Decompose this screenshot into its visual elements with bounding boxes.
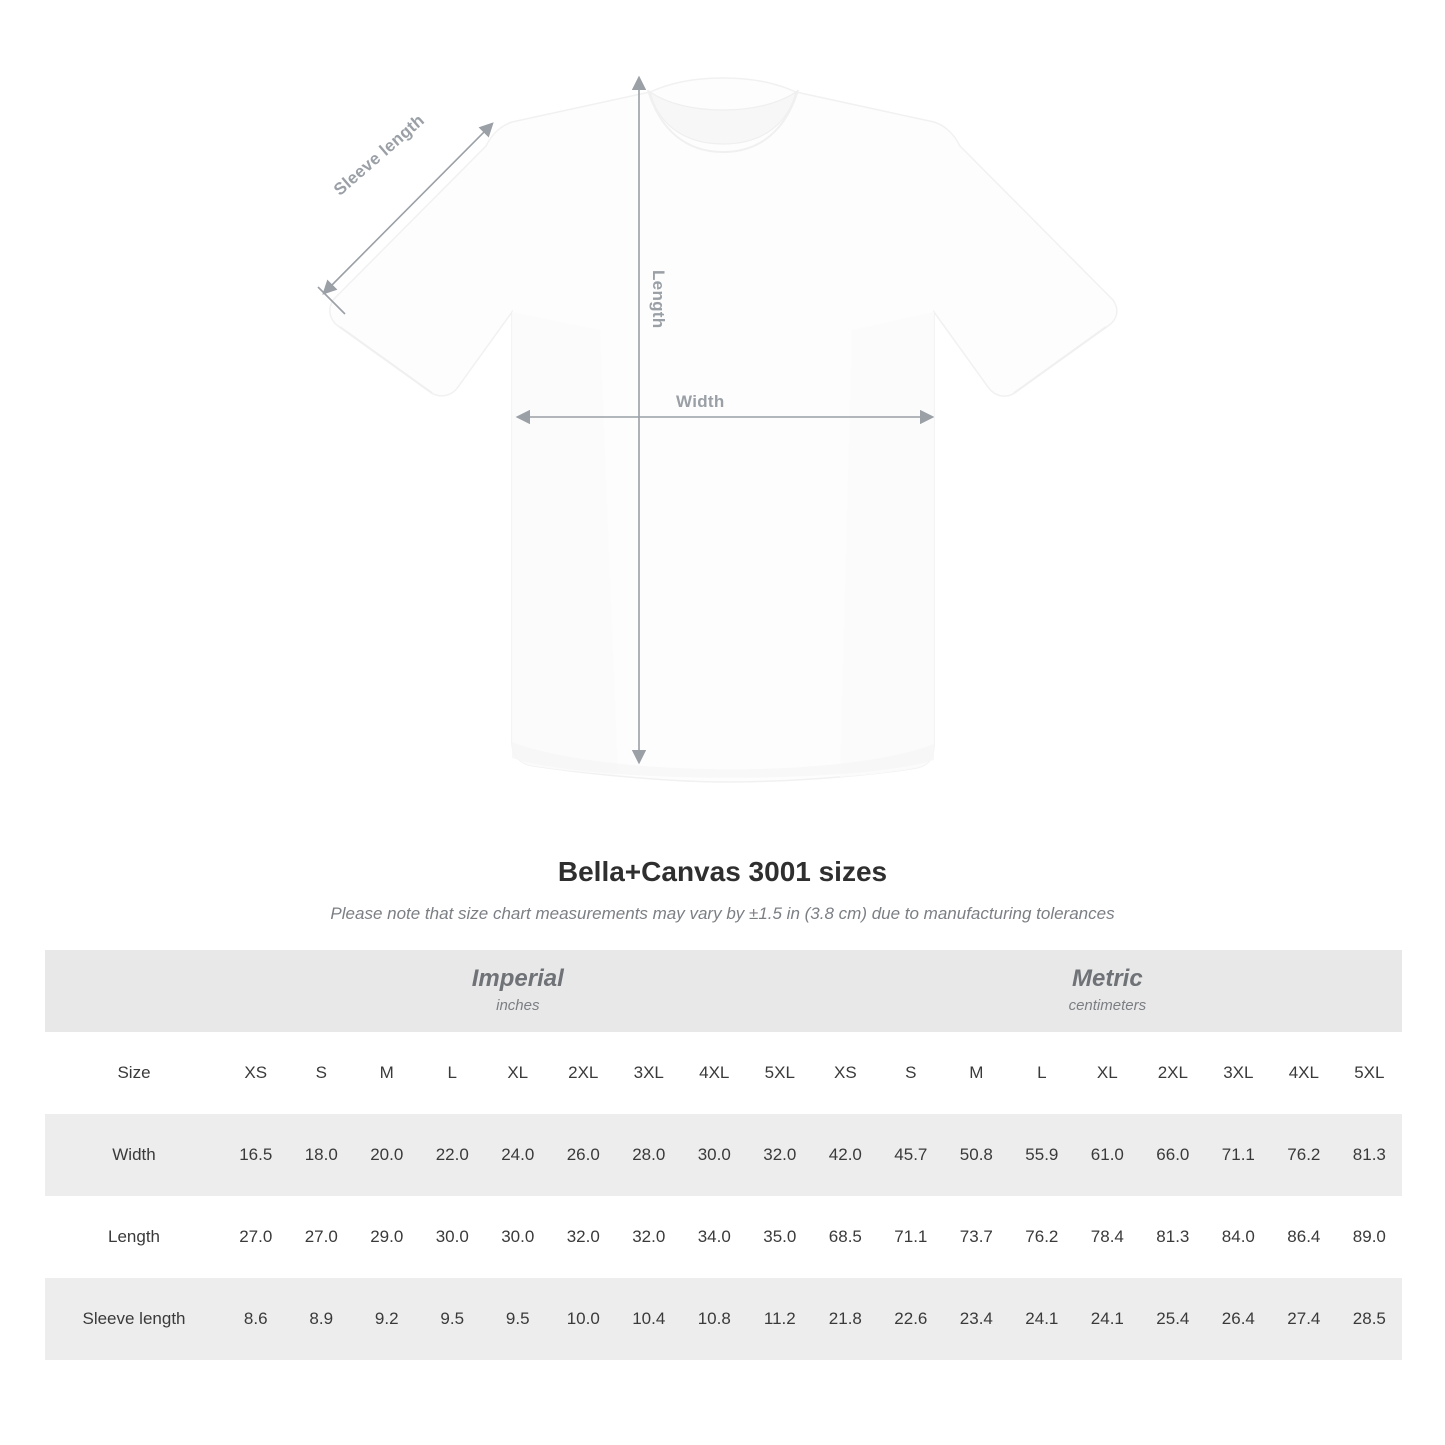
table-row <box>45 1114 1402 1196</box>
unit-group-header-row <box>45 950 1402 1032</box>
cell-length-imperial-5xl: 35.0 <box>747 1196 813 1278</box>
width-label: Width <box>676 392 725 411</box>
cell-length-imperial-s: 27.0 <box>289 1196 355 1278</box>
size-chart-table-wrapper <box>45 950 1400 1360</box>
metric-unit-header <box>813 950 1403 1032</box>
cell-width-metric-4xl: 76.2 <box>1271 1114 1337 1196</box>
cell-length-imperial-2xl: 32.0 <box>551 1196 617 1278</box>
size-header-cell: L <box>1009 1032 1075 1114</box>
cell-sleeve-imperial-xs: 8.6 <box>223 1278 289 1360</box>
cell-sleeve-metric-l: 24.1 <box>1009 1278 1075 1360</box>
size-header-cell: S <box>289 1032 355 1114</box>
row-label-sleeve-length: Sleeve length <box>45 1278 223 1360</box>
table-row <box>45 1196 1402 1278</box>
cell-width-imperial-5xl: 32.0 <box>747 1114 813 1196</box>
cell-sleeve-imperial-m: 9.2 <box>354 1278 420 1360</box>
cell-width-metric-2xl: 66.0 <box>1140 1114 1206 1196</box>
cell-sleeve-metric-xl: 24.1 <box>1075 1278 1141 1360</box>
cell-length-metric-4xl: 86.4 <box>1271 1196 1337 1278</box>
metric-title: Metric <box>1072 965 1143 992</box>
cell-width-imperial-s: 18.0 <box>289 1114 355 1196</box>
size-header-cell: 2XL <box>1140 1032 1206 1114</box>
cell-width-metric-xs: 42.0 <box>813 1114 879 1196</box>
cell-sleeve-metric-s: 22.6 <box>878 1278 944 1360</box>
cell-width-imperial-xl: 24.0 <box>485 1114 551 1196</box>
size-header-cell: 4XL <box>1271 1032 1337 1114</box>
cell-sleeve-metric-3xl: 26.4 <box>1206 1278 1272 1360</box>
cell-length-imperial-m: 29.0 <box>354 1196 420 1278</box>
cell-length-metric-2xl: 81.3 <box>1140 1196 1206 1278</box>
tolerance-note: Please note that size chart measurements may vary by ±1.5 in (3.8 cm) due to manufacturing tolerances <box>330 904 1115 923</box>
size-header-cell: 5XL <box>1337 1032 1403 1114</box>
cell-width-metric-s: 45.7 <box>878 1114 944 1196</box>
row-label-width: Width <box>45 1114 223 1196</box>
cell-length-metric-5xl: 89.0 <box>1337 1196 1403 1278</box>
cell-sleeve-imperial-4xl: 10.8 <box>682 1278 748 1360</box>
cell-length-metric-xl: 78.4 <box>1075 1196 1141 1278</box>
cell-sleeve-imperial-xl: 9.5 <box>485 1278 551 1360</box>
cell-width-imperial-l: 22.0 <box>420 1114 486 1196</box>
imperial-sub: inches <box>496 997 540 1014</box>
cell-width-metric-l: 55.9 <box>1009 1114 1075 1196</box>
cell-sleeve-imperial-s: 8.9 <box>289 1278 355 1360</box>
cell-width-imperial-2xl: 26.0 <box>551 1114 617 1196</box>
cell-sleeve-imperial-2xl: 10.0 <box>551 1278 617 1360</box>
size-header-cell: 2XL <box>551 1032 617 1114</box>
size-header-cell: XS <box>223 1032 289 1114</box>
imperial-title: Imperial <box>471 965 564 992</box>
size-header-cell: 3XL <box>1206 1032 1272 1114</box>
length-label: Length <box>649 270 668 329</box>
cell-sleeve-metric-m: 23.4 <box>944 1278 1010 1360</box>
size-header-cell: 4XL <box>682 1032 748 1114</box>
size-header-row <box>45 1032 1402 1114</box>
size-header-cell: XL <box>1075 1032 1141 1114</box>
cell-length-imperial-3xl: 32.0 <box>616 1196 682 1278</box>
cell-length-metric-3xl: 84.0 <box>1206 1196 1272 1278</box>
cell-length-metric-s: 71.1 <box>878 1196 944 1278</box>
cell-width-metric-5xl: 81.3 <box>1337 1114 1403 1196</box>
cell-sleeve-imperial-3xl: 10.4 <box>616 1278 682 1360</box>
cell-sleeve-metric-xs: 21.8 <box>813 1278 879 1360</box>
cell-sleeve-metric-4xl: 27.4 <box>1271 1278 1337 1360</box>
cell-width-metric-3xl: 71.1 <box>1206 1114 1272 1196</box>
size-header-cell: M <box>944 1032 1010 1114</box>
size-header-cell: 3XL <box>616 1032 682 1114</box>
size-header-cell: M <box>354 1032 420 1114</box>
imperial-unit-header <box>223 950 813 1032</box>
sleeve-length-label: Sleeve length <box>330 110 429 200</box>
cell-width-metric-m: 50.8 <box>944 1114 1010 1196</box>
cell-length-metric-l: 76.2 <box>1009 1196 1075 1278</box>
cell-length-imperial-l: 30.0 <box>420 1196 486 1278</box>
cell-length-metric-xs: 68.5 <box>813 1196 879 1278</box>
table-row <box>45 1278 1402 1360</box>
cell-length-metric-m: 73.7 <box>944 1196 1010 1278</box>
size-header-cell: XS <box>813 1032 879 1114</box>
cell-length-imperial-xs: 27.0 <box>223 1196 289 1278</box>
size-header-cell: XL <box>485 1032 551 1114</box>
cell-width-imperial-m: 20.0 <box>354 1114 420 1196</box>
tshirt-shape <box>330 78 1117 782</box>
size-header-cell: S <box>878 1032 944 1114</box>
cell-width-metric-xl: 61.0 <box>1075 1114 1141 1196</box>
cell-sleeve-metric-2xl: 25.4 <box>1140 1278 1206 1360</box>
cell-length-imperial-4xl: 34.0 <box>682 1196 748 1278</box>
metric-sub: centimeters <box>1068 997 1147 1014</box>
cell-width-imperial-3xl: 28.0 <box>616 1114 682 1196</box>
cell-sleeve-imperial-l: 9.5 <box>420 1278 486 1360</box>
cell-sleeve-metric-5xl: 28.5 <box>1337 1278 1403 1360</box>
cell-width-imperial-4xl: 30.0 <box>682 1114 748 1196</box>
size-header-cell: L <box>420 1032 486 1114</box>
size-chart-table <box>45 950 1402 1360</box>
cell-width-imperial-xs: 16.5 <box>223 1114 289 1196</box>
cell-length-imperial-xl: 30.0 <box>485 1196 551 1278</box>
page-title: Bella+Canvas 3001 sizes <box>557 856 888 887</box>
cell-sleeve-imperial-5xl: 11.2 <box>747 1278 813 1360</box>
unit-header-blank <box>45 950 223 1032</box>
size-header-cell: 5XL <box>747 1032 813 1114</box>
row-label-length: Length <box>45 1196 223 1278</box>
size-header-label: Size <box>45 1032 223 1114</box>
